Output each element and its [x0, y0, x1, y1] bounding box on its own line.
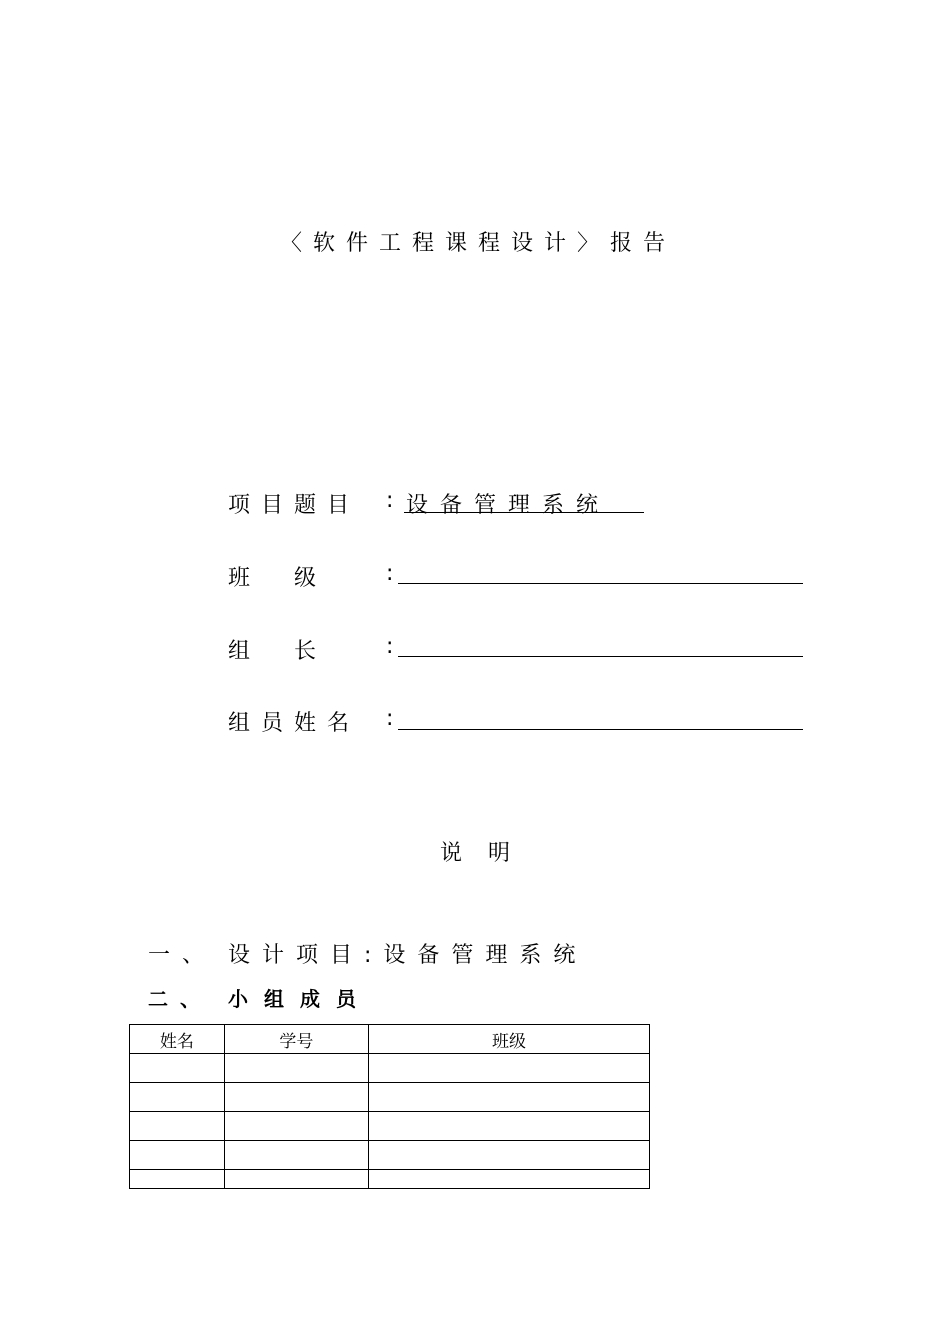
table-cell	[130, 1083, 225, 1112]
section-title: 说明	[439, 841, 536, 866]
table-cell	[224, 1054, 368, 1083]
class-underline	[398, 583, 803, 584]
header-class: 班级	[369, 1025, 650, 1054]
class-colon: :	[386, 561, 394, 586]
header-name: 姓名	[130, 1025, 225, 1054]
table-row	[130, 1054, 650, 1083]
table-row	[130, 1141, 650, 1170]
table-cell	[369, 1112, 650, 1141]
members-label: 组员姓名	[228, 711, 361, 736]
project-underline	[404, 512, 644, 513]
members-colon: :	[386, 706, 394, 731]
leader-label: 组 长	[228, 639, 317, 664]
report-title: 〈软件工程课程设计〉报告	[279, 231, 676, 256]
item-1-text: 设计项目:设备管理系统	[228, 943, 588, 968]
table-cell	[130, 1054, 225, 1083]
item-2-text: 小组成员	[228, 987, 372, 1011]
header-student-id: 学号	[224, 1025, 368, 1054]
table-cell	[130, 1112, 225, 1141]
table-cell	[369, 1141, 650, 1170]
project-label: 项目题目	[228, 493, 361, 518]
table-cell	[369, 1170, 650, 1189]
project-value: 设备管理系统	[406, 493, 611, 518]
table-cell	[369, 1083, 650, 1112]
table-cell	[224, 1112, 368, 1141]
members-table	[129, 1024, 650, 1189]
table-cell	[130, 1141, 225, 1170]
table-header-row	[130, 1025, 650, 1054]
table-cell	[224, 1170, 368, 1189]
table-cell	[369, 1054, 650, 1083]
table-cell	[130, 1170, 225, 1189]
table-cell	[224, 1083, 368, 1112]
members-underline	[398, 729, 803, 730]
project-colon: :	[386, 488, 394, 513]
table-row	[130, 1083, 650, 1112]
leader-underline	[398, 656, 803, 657]
class-label: 班 级	[228, 566, 317, 591]
item-1-number: 一、	[148, 943, 217, 968]
table-row	[130, 1112, 650, 1141]
item-2-number: 二、	[148, 987, 212, 1011]
table-row	[130, 1170, 650, 1189]
table-cell	[224, 1141, 368, 1170]
leader-colon: :	[386, 634, 394, 659]
